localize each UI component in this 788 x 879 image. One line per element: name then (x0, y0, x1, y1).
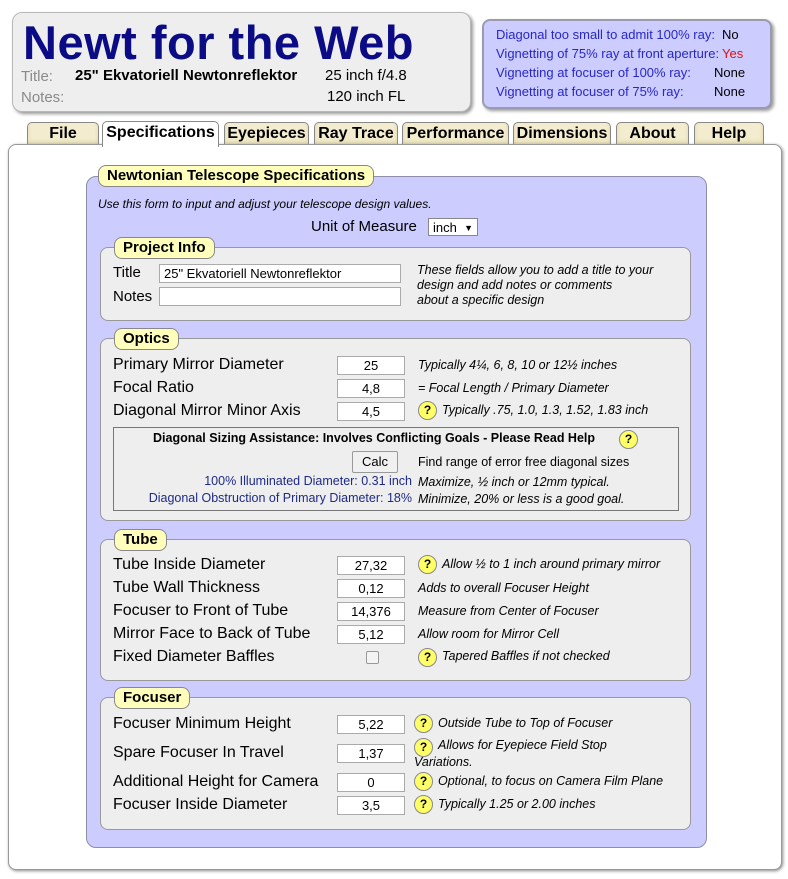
help-icon[interactable]: ? (418, 555, 437, 574)
design-title: 25" Ekvatoriell Newtonreflektor (75, 67, 298, 84)
help-icon[interactable]: ? (418, 401, 437, 420)
focuser-inside-diameter-label: Focuser Inside Diameter (113, 796, 288, 813)
spare-focuser-travel-note-cont: Variations. (414, 755, 473, 769)
fixed-baffles-label: Fixed Diameter Baffles (113, 648, 275, 665)
camera-height-label: Additional Height for Camera (113, 773, 319, 790)
spec-summary-aperture: 25 inch f/4.8 (325, 67, 407, 84)
focuser-to-front-input[interactable]: 14,376 (337, 602, 405, 621)
tube-inside-diameter-note: Allow ½ to 1 inch around primary mirror (442, 557, 661, 571)
help-icon[interactable]: ? (414, 738, 433, 757)
project-notes-input[interactable] (159, 287, 401, 306)
warning-label: Vignetting at focuser of 100% ray: (496, 65, 691, 80)
optics-legend: Optics (114, 328, 179, 350)
focuser-to-front-note: Measure from Center of Focuser (418, 604, 599, 618)
tab-about[interactable]: About (616, 122, 689, 145)
focuser-min-height-note: Outside Tube to Top of Focuser (438, 716, 613, 730)
warning-label: Vignetting of 75% ray at front aperture: (496, 46, 720, 61)
primary-diameter-note: Typically 4¼, 6, 8, 10 or 12½ inches (418, 358, 618, 372)
form-intro: Use this form to input and adjust your telescope design values. (98, 197, 432, 211)
unit-select[interactable] (428, 218, 478, 236)
focal-ratio-note: = Focal Length / Primary Diameter (418, 381, 609, 395)
tab-ray-trace[interactable]: Ray Trace (314, 122, 398, 145)
tube-wall-thickness-note: Adds to overall Focuser Height (418, 581, 589, 595)
help-icon[interactable]: ? (619, 430, 638, 449)
mirror-to-back-note: Allow room for Mirror Cell (418, 627, 559, 641)
diagonal-obstruction-note: Minimize, 20% or less is a good goal. (418, 492, 625, 506)
spare-focuser-travel-note: Allows for Eyepiece Field Stop (438, 738, 607, 752)
diagonal-minor-axis-note: Typically .75, 1.0, 1.3, 1.52, 1.83 inch (442, 403, 649, 417)
tab-eyepieces[interactable]: Eyepieces (224, 122, 309, 145)
tube-inside-diameter-label: Tube Inside Diameter (113, 556, 266, 573)
warning-value: None (714, 65, 746, 80)
primary-diameter-label: Primary Mirror Diameter (113, 356, 284, 373)
diagonal-minor-axis-input[interactable]: 4,5 (337, 402, 405, 421)
calc-button[interactable]: Calc (352, 451, 398, 473)
help-icon[interactable]: ? (414, 795, 433, 814)
spec-summary-focal-length: 120 inch FL (327, 88, 406, 105)
mirror-to-back-input[interactable]: 5,12 (337, 625, 405, 644)
mirror-to-back-label: Mirror Face to Back of Tube (113, 625, 311, 642)
tube-inside-diameter-input[interactable]: 27,32 (337, 556, 405, 575)
warning-label: Vignetting at focuser of 75% ray: (496, 84, 684, 99)
spare-focuser-travel-input[interactable]: 1,37 (337, 744, 405, 763)
warning-value: None (714, 84, 746, 99)
project-notes-label: Notes (113, 288, 153, 305)
focal-ratio-input[interactable]: 4,8 (337, 379, 405, 398)
project-help-text: These fields allow you to add a title to your (417, 263, 654, 277)
project-help-text: about a specific design (417, 293, 545, 307)
title-label: Title: (21, 68, 53, 85)
focuser-min-height-label: Focuser Minimum Height (113, 715, 291, 732)
focuser-inside-diameter-note: Typically 1.25 or 2.00 inches (438, 797, 596, 811)
camera-height-input[interactable]: 0 (337, 773, 405, 792)
help-icon[interactable]: ? (414, 714, 433, 733)
chevron-down-icon: ▼ (464, 223, 473, 233)
primary-diameter-input[interactable]: 25 (337, 356, 405, 375)
focuser-inside-diameter-input[interactable]: 3,5 (337, 796, 405, 815)
unit-label: Unit of Measure (311, 218, 417, 235)
tab-specifications[interactable]: Specifications (102, 121, 219, 147)
project-title-input[interactable]: 25" Ekvatoriell Newtonreflektor (159, 264, 401, 283)
warning-value: No (722, 27, 739, 42)
project-help-text: design and add notes or comments (417, 278, 613, 292)
warnings-panel (482, 19, 772, 109)
project-title-label: Title (113, 264, 141, 281)
unit-value: inch (433, 220, 457, 235)
header-box (12, 12, 471, 112)
warning-label: Diagonal too small to admit 100% ray: (496, 27, 715, 42)
illuminated-diameter: 100% Illuminated Diameter: 0.31 inch (204, 474, 412, 488)
tube-wall-thickness-label: Tube Wall Thickness (113, 579, 261, 596)
diagonal-assist-title: Diagonal Sizing Assistance: Involves Conflicting Goals - Please Read Help (153, 431, 596, 445)
tube-wall-thickness-input[interactable]: 0,12 (337, 579, 405, 598)
focuser-min-height-input[interactable]: 5,22 (337, 715, 405, 734)
warning-value: Yes (722, 46, 744, 61)
help-icon[interactable]: ? (418, 648, 437, 667)
app-title: Newt for the Web (23, 16, 414, 69)
diagonal-minor-axis-label: Diagonal Mirror Minor Axis (113, 402, 301, 419)
focuser-to-front-label: Focuser to Front of Tube (113, 602, 289, 619)
tab-help[interactable]: Help (694, 122, 764, 145)
diagonal-obstruction: Diagonal Obstruction of Primary Diameter: 18% (148, 491, 412, 505)
tube-legend: Tube (114, 529, 167, 551)
tab-performance[interactable]: Performance (402, 122, 509, 145)
calc-note: Find range of error free diagonal sizes (418, 455, 630, 469)
notes-label: Notes: (21, 89, 65, 106)
help-icon[interactable]: ? (414, 772, 433, 791)
tab-dimensions[interactable]: Dimensions (513, 122, 611, 145)
project-info-legend: Project Info (114, 237, 215, 259)
fixed-baffles-note: Tapered Baffles if not checked (442, 649, 610, 663)
spare-focuser-travel-label: Spare Focuser In Travel (113, 744, 284, 761)
camera-height-note: Optional, to focus on Camera Film Plane (438, 774, 664, 788)
fixed-baffles-checkbox[interactable] (366, 651, 379, 664)
illuminated-diameter-note: Maximize, ½ inch or 12mm typical. (418, 475, 610, 489)
form-legend: Newtonian Telescope Specifications (98, 165, 374, 187)
focuser-legend: Focuser (114, 687, 190, 709)
focal-ratio-label: Focal Ratio (113, 379, 194, 396)
tab-file[interactable]: File (27, 122, 99, 145)
